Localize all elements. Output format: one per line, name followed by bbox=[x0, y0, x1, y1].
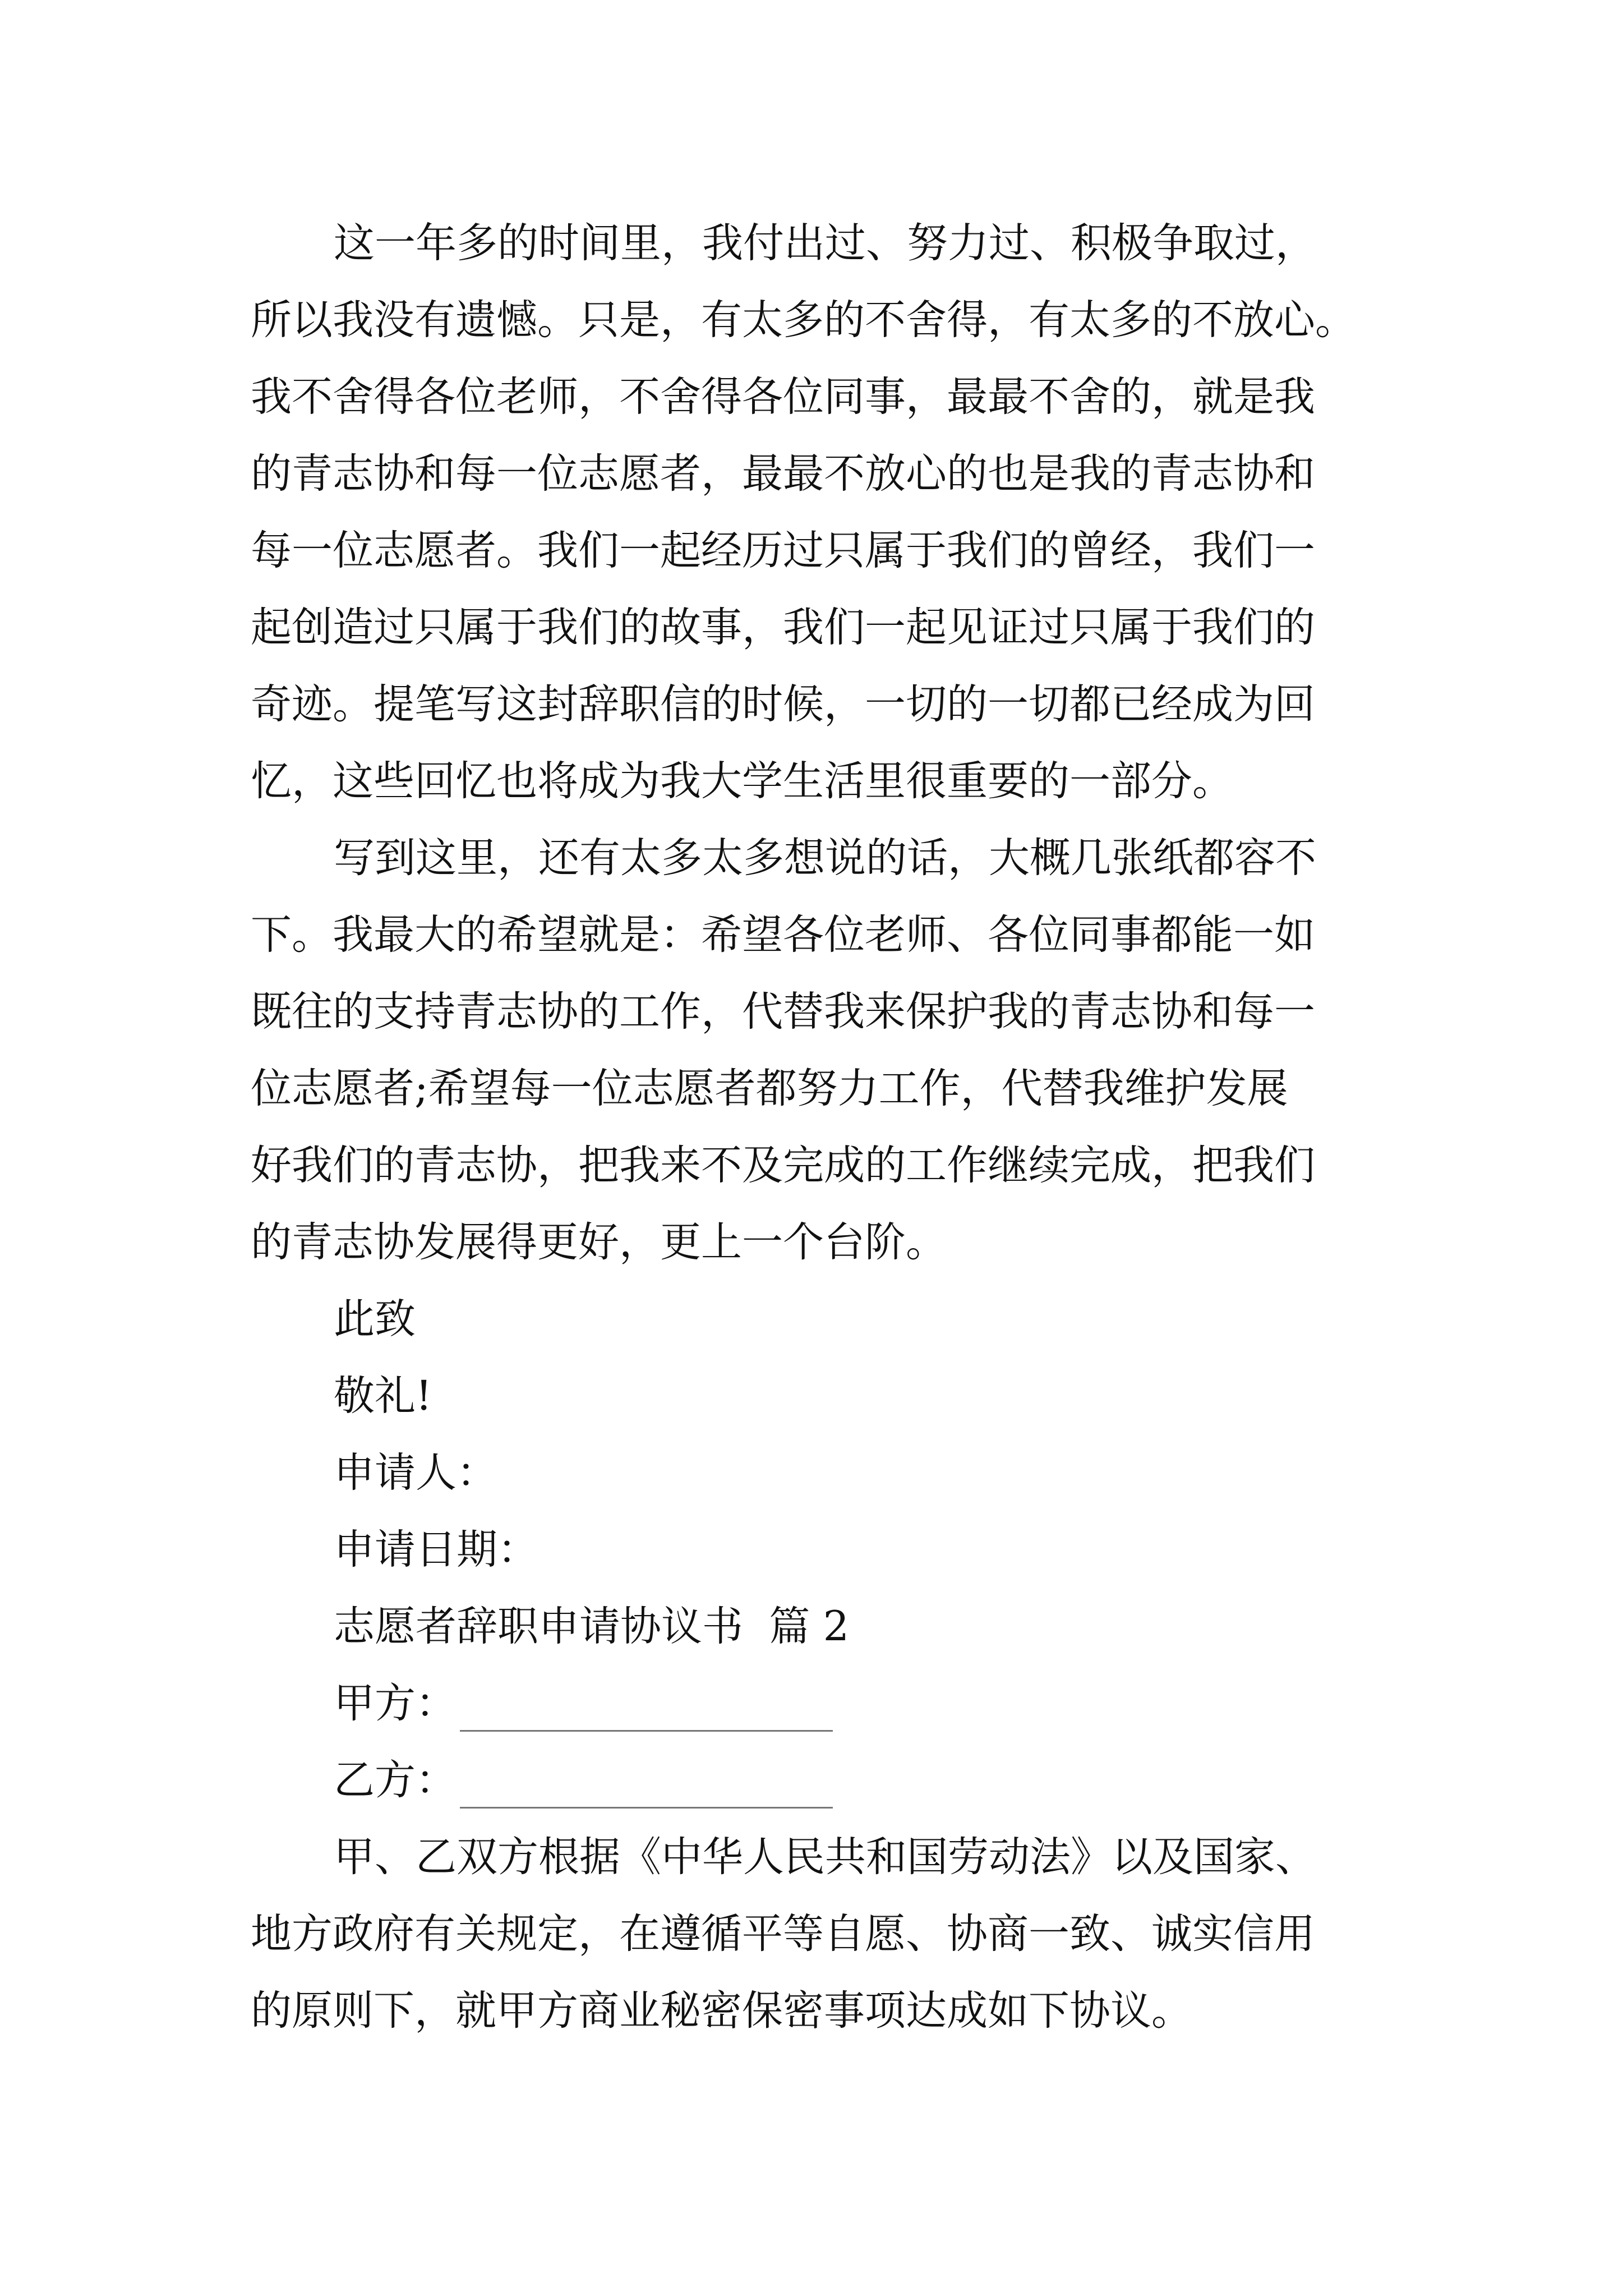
party-b-row bbox=[334, 1752, 1489, 1809]
paragraph-1-line-5: 每一位志愿者。我们一起经历过只属于我们的曾经，我们一 bbox=[251, 527, 1315, 574]
paragraph-2-line-5: 好我们的青志协，把我来不及完成的工作继续完成，把我们 bbox=[251, 1142, 1315, 1189]
paragraph-2-line-3: 既往的支持青志协的工作，代替我来保护我的青志协和每一 bbox=[251, 988, 1315, 1036]
closing-jingli: 敬礼! bbox=[334, 1372, 432, 1420]
paragraph-1-line-2: 所以我没有遗憾。只是，有太多的不舍得，有太多的不放心。 bbox=[251, 296, 1356, 344]
paragraph-2-line-2: 下。我最大的希望就是：希望各位老师、各位同事都能一如 bbox=[251, 911, 1315, 959]
section-title: 志愿者辞职申请协议书 篇 2 bbox=[334, 1603, 850, 1650]
paragraph-1-line-1: 这一年多的时间里，我付出过、努力过、积极争取过， bbox=[334, 219, 1316, 267]
party-a-row bbox=[334, 1676, 1489, 1732]
paragraph-1-line-6: 起创造过只属于我们的故事，我们一起见证过只属于我们的 bbox=[251, 604, 1315, 651]
paragraph-3-line-1: 甲、乙双方根据《中华人民共和国劳动法》以及国家、 bbox=[334, 1833, 1316, 1881]
paragraph-1-line-3: 我不舍得各位老师，不舍得各位同事，最最不舍的，就是我 bbox=[251, 373, 1315, 421]
applicant-label: 申请人： bbox=[334, 1449, 497, 1497]
party-b-blank-line[interactable] bbox=[460, 1771, 833, 1809]
paragraph-2-line-4: 位志愿者;希望每一位志愿者都努力工作，代替我维护发展 bbox=[251, 1065, 1288, 1112]
paragraph-3-line-2: 地方政府有关规定，在遵循平等自愿、协商一致、诚实信用 bbox=[251, 1910, 1315, 1958]
closing-cizhi: 此致 bbox=[334, 1295, 416, 1343]
party-a-blank-line[interactable] bbox=[460, 1694, 833, 1732]
party-b-label: 乙方： bbox=[334, 1756, 457, 1804]
paragraph-3-line-3: 的原则下，就甲方商业秘密保密事项达成如下协议。 bbox=[251, 1987, 1192, 2035]
paragraph-1-line-8: 忆，这些回忆也将成为我大学生活里很重要的一部分。 bbox=[251, 757, 1233, 805]
application-date-label: 申请日期： bbox=[334, 1526, 538, 1573]
party-a-label: 甲方： bbox=[334, 1680, 457, 1727]
paragraph-1-line-4: 的青志协和每一位志愿者，最最不放心的也是我的青志协和 bbox=[251, 450, 1315, 498]
paragraph-2-line-1: 写到这里，还有太多太多想说的话，大概几张纸都容不 bbox=[334, 834, 1316, 882]
paragraph-1-line-7: 奇迹。提笔写这封辞职信的时候，一切的一切都已经成为回 bbox=[251, 680, 1315, 728]
paragraph-2-line-6: 的青志协发展得更好，更上一个台阶。 bbox=[251, 1218, 947, 1266]
